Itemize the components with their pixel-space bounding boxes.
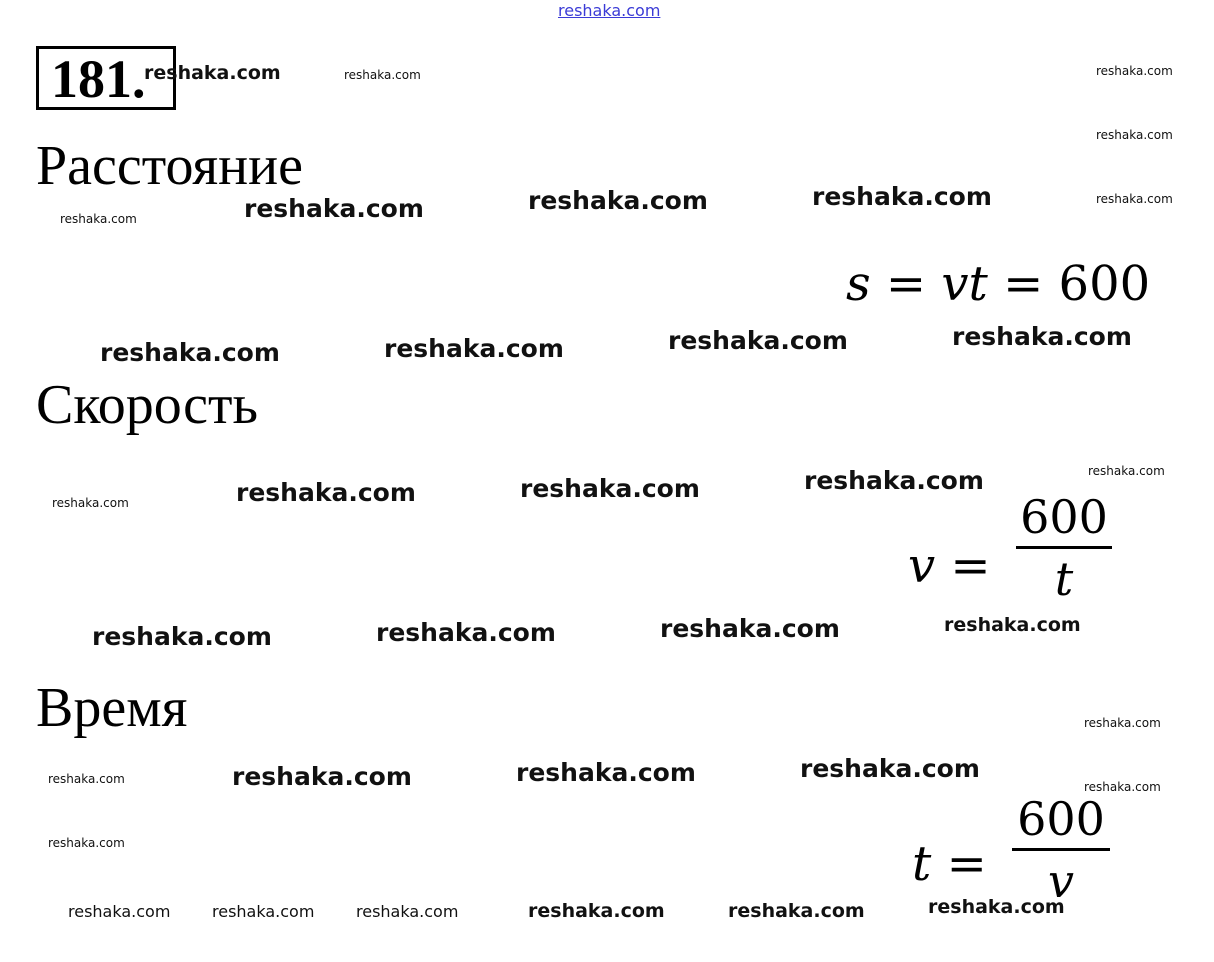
equals-sign: = [885,256,927,312]
watermark: reshaka.com [728,900,865,922]
watermark: reshaka.com [344,68,421,82]
heading-distance: Расстояние [36,135,303,197]
heading-speed: Скорость [36,374,258,436]
formula-distance-rhs: 600 [1058,256,1151,312]
watermark: reshaka.com [60,212,137,226]
formula-time-denominator: v [1048,854,1074,908]
watermark: reshaka.com [1096,128,1173,142]
watermark: reshaka.com [516,758,696,787]
watermark: reshaka.com [660,614,840,643]
watermark: reshaka.com [384,334,564,363]
watermark: reshaka.com [100,338,280,367]
formula-speed-lhs-group [908,538,991,594]
watermark: reshaka.com [1096,64,1173,78]
formula-time-fraction [1012,790,1110,911]
watermark: reshaka.com [232,762,412,791]
watermark: reshaka.com [68,902,171,921]
watermark: reshaka.com [1084,716,1161,730]
watermark: reshaka.com [528,900,665,922]
heading-time: Время [36,677,188,739]
equals-sign: = [950,538,991,594]
watermark: reshaka.com [668,326,848,355]
watermark: reshaka.com [944,614,1081,636]
formula-time-lhs-group [912,836,987,892]
watermark: reshaka.com [48,836,125,850]
watermark: reshaka.com [1088,464,1165,478]
watermark: reshaka.com [928,896,1065,918]
formula-speed-fraction [1016,488,1112,609]
task-number: 181. [51,49,146,109]
watermark: reshaka.com [1084,780,1161,794]
watermark: reshaka.com [236,478,416,507]
formula-distance [846,256,1150,312]
watermark: reshaka.com [528,186,708,215]
header-watermark[interactable]: reshaka.com [558,1,661,20]
watermark: reshaka.com [244,194,424,223]
formula-time-numerator: 600 [1017,792,1105,846]
watermark: reshaka.com [48,772,125,786]
watermark: reshaka.com [952,322,1132,351]
watermark: reshaka.com [804,466,984,495]
watermark: reshaka.com [376,618,556,647]
formula-speed-denominator: t [1054,552,1074,606]
equals-sign: = [1003,256,1044,312]
formula-distance-lhs: s [846,256,871,312]
watermark: reshaka.com [520,474,700,503]
formula-time-lhs: t [912,836,932,892]
equals-sign: = [946,836,987,892]
watermark: reshaka.com [1096,192,1173,206]
watermark: reshaka.com [800,754,980,783]
formula-speed-lhs: v [908,538,936,594]
watermark: reshaka.com [212,902,315,921]
watermark: reshaka.com [52,496,129,510]
formula-distance-mid: vt [941,256,988,312]
formula-speed-numerator: 600 [1020,490,1108,544]
watermark: reshaka.com [812,182,992,211]
watermark: reshaka.com [92,622,272,651]
watermark: reshaka.com [356,902,459,921]
watermark: reshaka.com [144,62,281,84]
